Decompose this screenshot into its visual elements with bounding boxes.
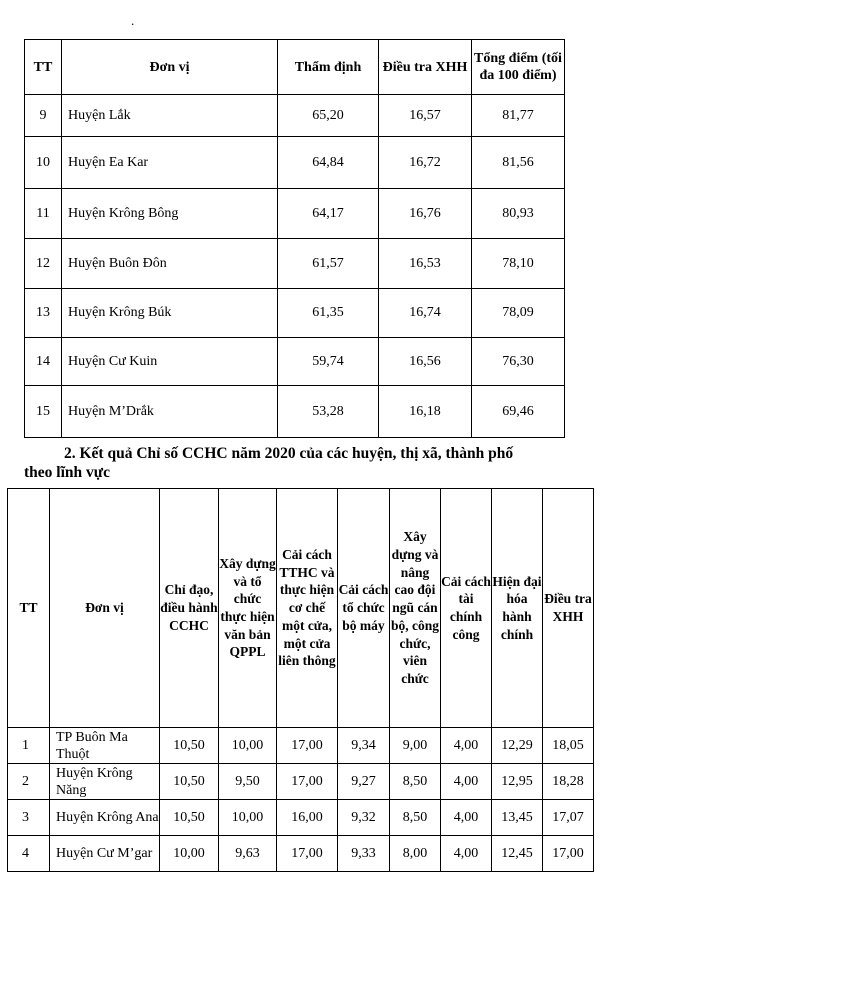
- cell-finance: 4,00: [441, 728, 492, 764]
- table-row: [25, 338, 565, 386]
- cell-tt: 10: [25, 137, 62, 189]
- cell-legal: 10,00: [219, 800, 277, 836]
- table-row: [8, 836, 594, 872]
- col-header-survey: Điều tra XHH: [379, 40, 472, 95]
- cell-survey: 16,74: [379, 289, 472, 338]
- cell-total: 69,46: [472, 386, 565, 438]
- col-header-tt: TT: [25, 40, 62, 95]
- cell-finance: 4,00: [441, 836, 492, 872]
- col-header-procedure: Cải cách TTHC và thực hiện cơ chế một cửa, một cửa liên thông: [277, 489, 338, 728]
- table-row: [25, 137, 565, 189]
- cell-survey: 16,18: [379, 386, 472, 438]
- cell-survey: 17,07: [543, 800, 594, 836]
- cell-apparatus: 9,33: [338, 836, 390, 872]
- cell-staff: 8,50: [390, 764, 441, 800]
- cell-tt: 14: [25, 338, 62, 386]
- cell-direction: 10,50: [160, 764, 219, 800]
- cell-tt: 1: [8, 728, 50, 764]
- cell-finance: 4,00: [441, 764, 492, 800]
- col-header-finance: Cải cách tài chính công: [441, 489, 492, 728]
- cell-unit: Huyện Cư M’gar: [50, 836, 160, 872]
- cell-survey: 16,53: [379, 239, 472, 289]
- cell-survey: 16,76: [379, 189, 472, 239]
- cell-appraisal: 53,28: [278, 386, 379, 438]
- top-mark: .: [131, 13, 135, 28]
- cell-apparatus: 9,34: [338, 728, 390, 764]
- cell-modern: 12,29: [492, 728, 543, 764]
- cell-modern: 13,45: [492, 800, 543, 836]
- cell-appraisal: 64,17: [278, 189, 379, 239]
- col-header-apparatus: Cải cách tổ chức bộ máy: [338, 489, 390, 728]
- cell-total: 76,30: [472, 338, 565, 386]
- cell-unit: Huyện Krông Năng: [50, 764, 160, 800]
- cell-tt: 11: [25, 189, 62, 239]
- cell-appraisal: 59,74: [278, 338, 379, 386]
- cell-total: 78,09: [472, 289, 565, 338]
- cell-survey: 16,72: [379, 137, 472, 189]
- cell-tt: 2: [8, 764, 50, 800]
- cell-survey: 18,05: [543, 728, 594, 764]
- cell-unit: Huyện Krông Bông: [62, 189, 278, 239]
- cell-tt: 4: [8, 836, 50, 872]
- table-header-row: [25, 40, 565, 95]
- col-header-survey: Điều tra XHH: [543, 489, 594, 728]
- cell-legal: 10,00: [219, 728, 277, 764]
- cell-modern: 12,95: [492, 764, 543, 800]
- cell-appraisal: 61,35: [278, 289, 379, 338]
- col-header-unit: Đơn vị: [50, 489, 160, 728]
- col-header-appraisal: Thẩm định: [278, 40, 379, 95]
- table-row: [25, 239, 565, 289]
- table-row: [25, 289, 565, 338]
- cell-tt: 15: [25, 386, 62, 438]
- field-score-table: [7, 488, 594, 872]
- cell-procedure: 17,00: [277, 836, 338, 872]
- cell-staff: 8,00: [390, 836, 441, 872]
- cell-procedure: 17,00: [277, 728, 338, 764]
- col-header-tt: TT: [8, 489, 50, 728]
- col-header-direction: Chỉ đạo, điều hành CCHC: [160, 489, 219, 728]
- col-header-unit: Đơn vị: [62, 40, 278, 95]
- table-row: [25, 386, 565, 438]
- cell-tt: 9: [25, 95, 62, 137]
- cell-tt: 13: [25, 289, 62, 338]
- cell-apparatus: 9,27: [338, 764, 390, 800]
- cell-procedure: 17,00: [277, 764, 338, 800]
- table-row: [8, 800, 594, 836]
- section-heading-line2: theo lĩnh vực: [24, 464, 110, 481]
- cell-staff: 8,50: [390, 800, 441, 836]
- cell-total: 81,77: [472, 95, 565, 137]
- cell-tt: 12: [25, 239, 62, 289]
- cell-unit: Huyện Krông Búk: [62, 289, 278, 338]
- cell-survey: 18,28: [543, 764, 594, 800]
- section-heading-line1: 2. Kết quả Chỉ số CCHC năm 2020 của các huyện, thị xã, thành phố: [64, 445, 514, 462]
- cell-survey: 16,56: [379, 338, 472, 386]
- cell-unit: Huyện M’Drắk: [62, 386, 278, 438]
- cell-modern: 12,45: [492, 836, 543, 872]
- table-row: [8, 764, 594, 800]
- cell-unit: Huyện Ea Kar: [62, 137, 278, 189]
- cell-staff: 9,00: [390, 728, 441, 764]
- cell-survey: 16,57: [379, 95, 472, 137]
- cell-total: 81,56: [472, 137, 565, 189]
- table-row: [8, 728, 594, 764]
- col-header-modern: Hiện đại hóa hành chính: [492, 489, 543, 728]
- cell-direction: 10,50: [160, 800, 219, 836]
- cell-unit: Huyện Cư Kuin: [62, 338, 278, 386]
- cell-finance: 4,00: [441, 800, 492, 836]
- cell-legal: 9,63: [219, 836, 277, 872]
- col-header-legal: Xây dựng và tổ chức thực hiện văn bản QPPL: [219, 489, 277, 728]
- section-heading: [24, 444, 584, 482]
- cell-unit: Huyện Lắk: [62, 95, 278, 137]
- col-header-total: Tổng điểm (tối đa 100 điểm): [472, 40, 565, 95]
- cell-apparatus: 9,32: [338, 800, 390, 836]
- table-row: [25, 189, 565, 239]
- cell-appraisal: 64,84: [278, 137, 379, 189]
- district-score-table: [24, 39, 565, 438]
- col-header-staff: Xây dựng và nâng cao đội ngũ cán bộ, công chức, viên chức: [390, 489, 441, 728]
- cell-unit: TP Buôn Ma Thuột: [50, 728, 160, 764]
- cell-direction: 10,00: [160, 836, 219, 872]
- cell-unit: Huyện Krông Ana: [50, 800, 160, 836]
- cell-procedure: 16,00: [277, 800, 338, 836]
- cell-legal: 9,50: [219, 764, 277, 800]
- cell-appraisal: 65,20: [278, 95, 379, 137]
- cell-tt: 3: [8, 800, 50, 836]
- cell-total: 80,93: [472, 189, 565, 239]
- cell-survey: 17,00: [543, 836, 594, 872]
- cell-total: 78,10: [472, 239, 565, 289]
- table-row: [25, 95, 565, 137]
- cell-unit: Huyện Buôn Đôn: [62, 239, 278, 289]
- table-header-row: [8, 489, 594, 728]
- cell-direction: 10,50: [160, 728, 219, 764]
- cell-appraisal: 61,57: [278, 239, 379, 289]
